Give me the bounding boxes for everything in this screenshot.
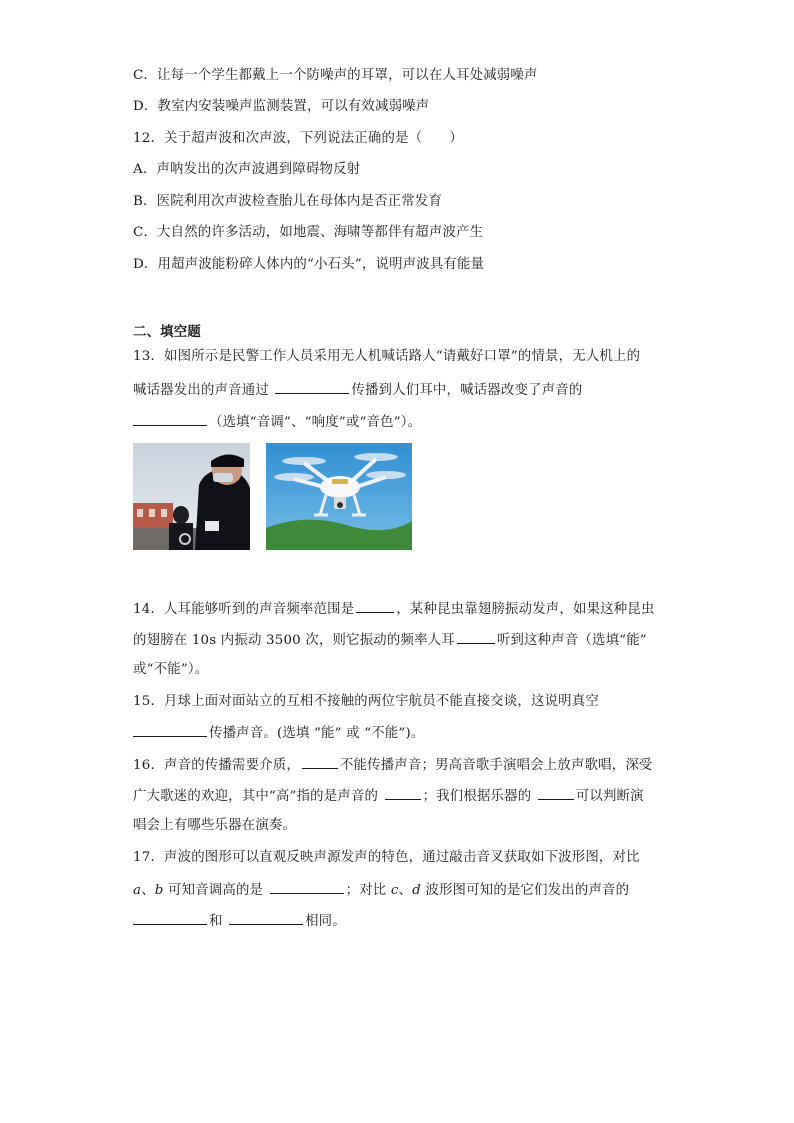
q17-text-2: ；对比: [345, 883, 391, 898]
question-12-option-c: C．大自然的许多活动，如地震、海啸等都伴有超声波产生: [133, 225, 484, 240]
question-13-line-3: [133, 411, 421, 433]
q17-text-1: 可知音调高的是: [163, 883, 268, 898]
question-16-line-3: 唱会上有哪些乐器在演奏。: [133, 818, 297, 833]
police-officer-photo: [133, 443, 250, 550]
q13-text-3: （选填“音调”、“响度”或“音色”）。: [209, 415, 422, 430]
answer-blank[interactable]: [133, 722, 207, 737]
var-b: b: [154, 883, 164, 898]
q16-text-2: 不能传播声音；男高音歌手演唱会上放声歌唱，深受: [339, 758, 653, 773]
separator: 、: [398, 883, 413, 898]
q17-text-4: 和: [209, 914, 228, 929]
question-17-line-1: 17．声波的图形可以直观反映声源发声的特色，通过敲击音叉获取如下波形图，对比: [133, 850, 640, 865]
question-12-option-b: B．医院利用次声波检查胎儿在母体内是否正常发育: [133, 194, 443, 209]
answer-blank[interactable]: [229, 910, 303, 925]
q16-text-1: 16．声音的传播需要介质，: [133, 758, 300, 773]
q14-text-4: 听到这种声音（选填“能”: [496, 633, 647, 648]
q17-text-3: 波形图可知的是它们发出的声音的: [420, 883, 630, 898]
q15-text-2: 传播声音。(选填 “能” 或 “不能”)。: [209, 726, 425, 741]
separator: 、: [141, 883, 155, 898]
q14-text-3: 的翅膀在 10s 内振动 3500 次，则它振动的频率人耳: [133, 633, 455, 648]
question-15-line-2: [133, 722, 425, 744]
var-a: a: [133, 883, 142, 898]
question-14-line-2: [133, 629, 647, 651]
answer-blank[interactable]: [133, 411, 207, 426]
question-13-line-2: [133, 379, 582, 401]
q16-text-4: ；我们根据乐器的: [422, 789, 536, 804]
question-14-line-1: [133, 598, 655, 620]
var-c: c: [390, 883, 399, 898]
drone-photo: [266, 443, 412, 550]
question-15-line-1: 15．月球上面对面站立的互相不接触的两位宇航员不能直接交谈，这说明真空: [133, 694, 599, 709]
question-16-line-1: [133, 754, 653, 776]
question-17-line-3: [133, 910, 346, 932]
answer-blank[interactable]: [385, 785, 421, 800]
q17-text-5: 相同。: [305, 914, 346, 929]
q16-text-5: 可以判断演: [575, 789, 644, 804]
answer-blank[interactable]: [302, 754, 338, 769]
answer-blank[interactable]: [538, 785, 574, 800]
q13-text-2: 传播到人们耳中，喊话器改变了声音的: [351, 383, 583, 398]
q13-text-1: 喊话器发出的声音通过: [133, 383, 274, 398]
option-c-earmuff: C．让每一个学生都戴上一个防噪声的耳罩，可以在人耳处减弱噪声: [133, 68, 538, 83]
question-16-line-2: [133, 785, 644, 807]
question-17-line-2: [133, 879, 629, 901]
question-14-line-3: 或“不能”）。: [133, 662, 209, 677]
q16-text-3: 广大歌迷的欢迎，其中“高”指的是声音的: [133, 789, 383, 804]
answer-blank[interactable]: [457, 629, 495, 644]
question-12-option-a: A．声呐发出的次声波遇到障碍物反射: [133, 162, 361, 177]
q14-text-2: ，某种昆虫靠翅膀振动发声，如果这种昆虫: [396, 602, 655, 617]
var-d: d: [412, 883, 421, 898]
answer-blank[interactable]: [270, 879, 344, 894]
answer-blank[interactable]: [133, 910, 207, 925]
question-12-option-d: D．用超声波能粉碎人体内的“小石头”，说明声波具有能量: [133, 257, 485, 272]
question-13-line-1: 13．如图所示是民警工作人员采用无人机喊话路人“请戴好口罩”的情景，无人机上的: [133, 349, 641, 364]
option-d-monitor: D．教室内安装噪声监测装置，可以有效减弱噪声: [133, 99, 430, 114]
answer-blank[interactable]: [275, 379, 349, 394]
q14-text-1: 14．人耳能够听到的声音频率范围是: [133, 602, 355, 617]
section-heading-fill-blank: 二、填空题: [133, 325, 201, 340]
answer-blank[interactable]: [356, 598, 394, 613]
question-12-stem: 12．关于超声波和次声波，下列说法正确的是（ ）: [133, 131, 464, 146]
